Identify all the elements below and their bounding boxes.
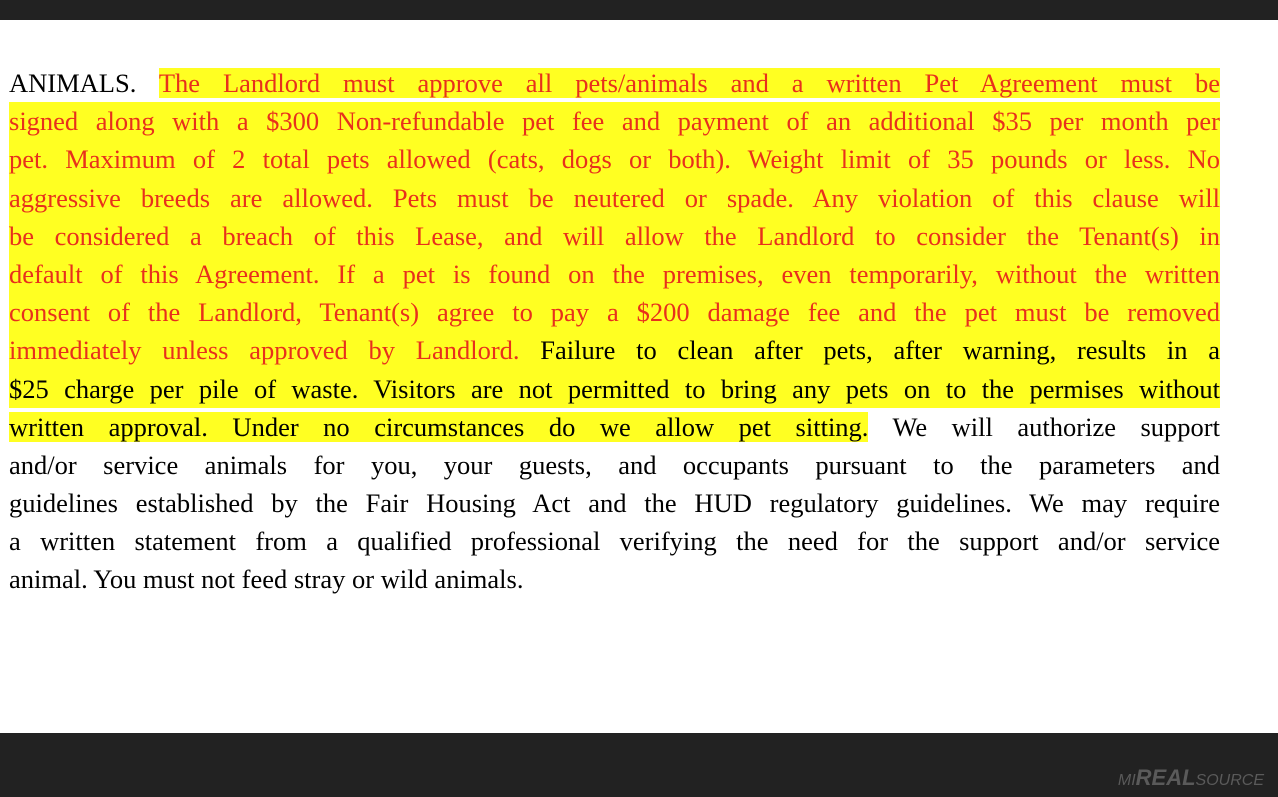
highlighted-red-text: default of this Agreement. If a pet is found on the premises, even temporarily, without the written: [9, 258, 1220, 289]
highlighted-red-text: aggressive breeds are allowed. Pets must be neutered or spade. Any violation of this clause will: [9, 182, 1220, 213]
plain-text: guidelines established by the Fair Housing Act and the HUD regulatory guidelines. We may require: [9, 488, 1220, 519]
highlighted-red-text: immediately unless approved by Landlord.: [9, 335, 520, 366]
highlighted-red-text: The Landlord must approve all pets/animals and a written Pet Agreement must be: [158, 68, 1220, 98]
plain-text: animal. You must not feed stray or wild animals.: [9, 564, 524, 595]
watermark-source: SOURCE: [1195, 772, 1264, 789]
text-line-11: [9, 446, 1220, 484]
watermark-real: REAL: [1135, 765, 1196, 790]
document-body: [9, 64, 1220, 599]
bottom-dark-bar: [0, 733, 1278, 797]
text-line-5: [9, 217, 1220, 255]
text-line-1: [9, 64, 1220, 102]
watermark-mi: MI: [1117, 772, 1136, 789]
text-line-3: [9, 140, 1220, 178]
highlighted-red-text: signed along with a $300 Non-refundable pet fee and payment of an additional $35 per month per: [9, 106, 1220, 137]
section-heading: ANIMALS.: [9, 68, 159, 98]
text-line-10: [9, 408, 1220, 446]
text-line-6: [9, 255, 1220, 293]
text-line-12: [9, 484, 1220, 522]
mirealsource-watermark-logo: [1118, 765, 1264, 791]
plain-text: a written statement from a qualified professional verifying the need for the support and/or service: [9, 526, 1220, 557]
plain-text: We will authorize support: [868, 411, 1220, 442]
highlighted-red-text: consent of the Landlord, Tenant(s) agree to pay a $200 damage fee and the pet must be removed: [9, 297, 1220, 328]
highlighted-red-text: pet. Maximum of 2 total pets allowed (cats, dogs or both). Weight limit of 35 pounds or less. No: [9, 144, 1220, 175]
text-line-13: [9, 522, 1220, 560]
plain-text: and/or service animals for you, your guests, and occupants pursuant to the parameters and: [9, 449, 1220, 480]
highlighted-black-text: Failure to clean after pets, after warning, results in a: [519, 335, 1220, 366]
highlighted-red-text: be considered a breach of this Lease, and will allow the Landlord to consider the Tenant(s) in: [9, 220, 1220, 251]
highlighted-black-text: $25 charge per pile of waste. Visitors are not permitted to bring any pets on to the permises without: [9, 373, 1220, 404]
text-line-4: [9, 179, 1220, 217]
text-line-8: [9, 331, 1220, 369]
top-dark-bar: [0, 0, 1278, 20]
text-line-7: [9, 293, 1220, 331]
highlighted-black-text: written approval. Under no circumstances do we allow pet sitting.: [9, 411, 869, 442]
text-line-9: [9, 370, 1220, 408]
text-line-14: [9, 560, 1220, 598]
text-line-2: [9, 102, 1220, 140]
